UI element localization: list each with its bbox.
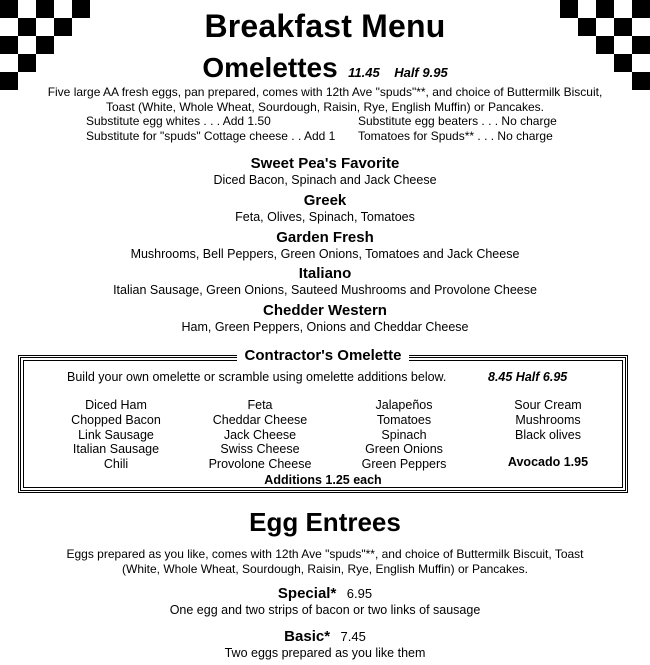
contractor-price: 8.45 Half 6.95 xyxy=(488,370,568,384)
addition-item: Chopped Bacon xyxy=(71,412,161,427)
omelette-description: Feta, Olives, Spinach, Tomatoes xyxy=(235,210,415,224)
addition-item: Provolone Cheese xyxy=(208,457,312,472)
additions-column xyxy=(473,398,623,442)
addition-item: Jalapeños xyxy=(375,398,433,412)
omelette-description: Mushrooms, Bell Peppers, Green Onions, Tomatoes and Jack Cheese xyxy=(130,247,520,261)
addition-item: Jack Cheese xyxy=(223,427,297,442)
additions-column xyxy=(185,398,335,472)
addition-item: Green Peppers xyxy=(361,457,447,472)
addition-item: Link Sausage xyxy=(78,427,154,442)
omelette-item xyxy=(0,192,650,225)
omelettes-price: 11.45 xyxy=(348,65,380,80)
contractor-intro: Build your own omelette or scramble using omelette additions below. xyxy=(67,370,447,384)
omelettes-description-line: Toast (White, Whole Wheat, Sourdough, Raisin, Rye, English Muffin) or Pancakes. xyxy=(106,100,544,114)
omelette-description: Diced Bacon, Spinach and Jack Cheese xyxy=(213,173,437,187)
addition-item: Cheddar Cheese xyxy=(212,412,308,427)
egg-entree-name: Basic* xyxy=(284,628,331,645)
egg-entree-description: One egg and two strips of bacon or two links of sausage xyxy=(169,603,481,617)
egg-entree-item xyxy=(0,585,650,618)
contractor-title: Contractor's Omelette xyxy=(237,347,410,364)
egg-entree-name: Special* xyxy=(277,585,337,602)
addition-item: Green Onions xyxy=(365,442,443,457)
omelette-name: Chedder Western xyxy=(263,302,387,319)
omelette-description: Italian Sausage, Green Onions, Sauteed Mushrooms and Provolone Cheese xyxy=(113,283,537,297)
omelette-description: Ham, Green Peppers, Onions and Cheddar Cheese xyxy=(181,320,469,334)
substitution-left: Substitute egg whites . . . Add 1.50 xyxy=(86,114,271,128)
egg-entrees-description-line: (White, Whole Wheat, Sourdough, Raisin, Rye, English Muffin) or Pancakes. xyxy=(122,562,528,576)
substitution-row xyxy=(86,114,606,129)
omelettes-half-price: Half 9.95 xyxy=(394,65,448,80)
omelette-name: Garden Fresh xyxy=(276,229,374,246)
avocado-addition: Avocado 1.95 xyxy=(507,455,589,469)
substitution-right: Tomatoes for Spuds** . . . No charge xyxy=(358,129,553,143)
omelette-name: Greek xyxy=(303,192,347,209)
addition-item: Chili xyxy=(103,457,129,472)
substitution-row xyxy=(86,129,606,144)
addition-item: Swiss Cheese xyxy=(220,442,300,457)
contractor-omelette-box xyxy=(18,347,628,493)
egg-entree-description: Two eggs prepared as you like them xyxy=(224,646,426,660)
egg-entree-item xyxy=(0,628,650,661)
egg-entrees-description xyxy=(0,547,650,577)
addition-item: Sour Cream xyxy=(514,398,582,412)
menu-title: Breakfast Menu xyxy=(204,8,446,44)
additions-column xyxy=(329,398,479,472)
addition-item: Tomatoes xyxy=(376,412,432,427)
egg-entree-price: 7.45 xyxy=(340,629,366,644)
substitution-left: Substitute for "spuds" Cottage cheese . . Add 1 xyxy=(86,129,336,143)
addition-item: Diced Ham xyxy=(85,398,147,412)
omelettes-heading: Omelettes xyxy=(202,52,338,83)
omelette-name: Italiano xyxy=(298,265,352,282)
addition-item: Mushrooms xyxy=(515,412,581,427)
omelette-item xyxy=(0,229,650,262)
addition-item: Italian Sausage xyxy=(72,442,160,457)
additions-price: Additions 1.25 each xyxy=(264,473,382,487)
contractor-title-wrap xyxy=(21,347,625,365)
omelette-item xyxy=(0,155,650,188)
egg-entrees-heading: Egg Entrees xyxy=(249,507,401,537)
egg-entree-price: 6.95 xyxy=(346,586,373,601)
omelette-name: Sweet Pea's Favorite xyxy=(250,155,400,172)
omelette-item xyxy=(0,302,650,335)
omelettes-description-line: Five large AA fresh eggs, pan prepared, comes with 12th Ave "spuds"**, and choice of Buttermilk Biscuit, xyxy=(47,85,603,99)
substitution-right: Substitute egg beaters . . . No charge xyxy=(358,114,557,128)
omelettes-header xyxy=(0,52,650,84)
addition-item: Feta xyxy=(247,398,273,412)
egg-entrees-description-line: Eggs prepared as you like, comes with 12th Ave "spuds"**, and choice of Buttermilk Biscuit, Toast xyxy=(66,547,584,561)
additions-column xyxy=(41,398,191,472)
addition-item: Spinach xyxy=(381,427,427,442)
omelette-item xyxy=(0,265,650,298)
addition-item: Black olives xyxy=(515,427,581,442)
omelettes-description xyxy=(0,85,650,115)
substitutions xyxy=(86,114,606,144)
